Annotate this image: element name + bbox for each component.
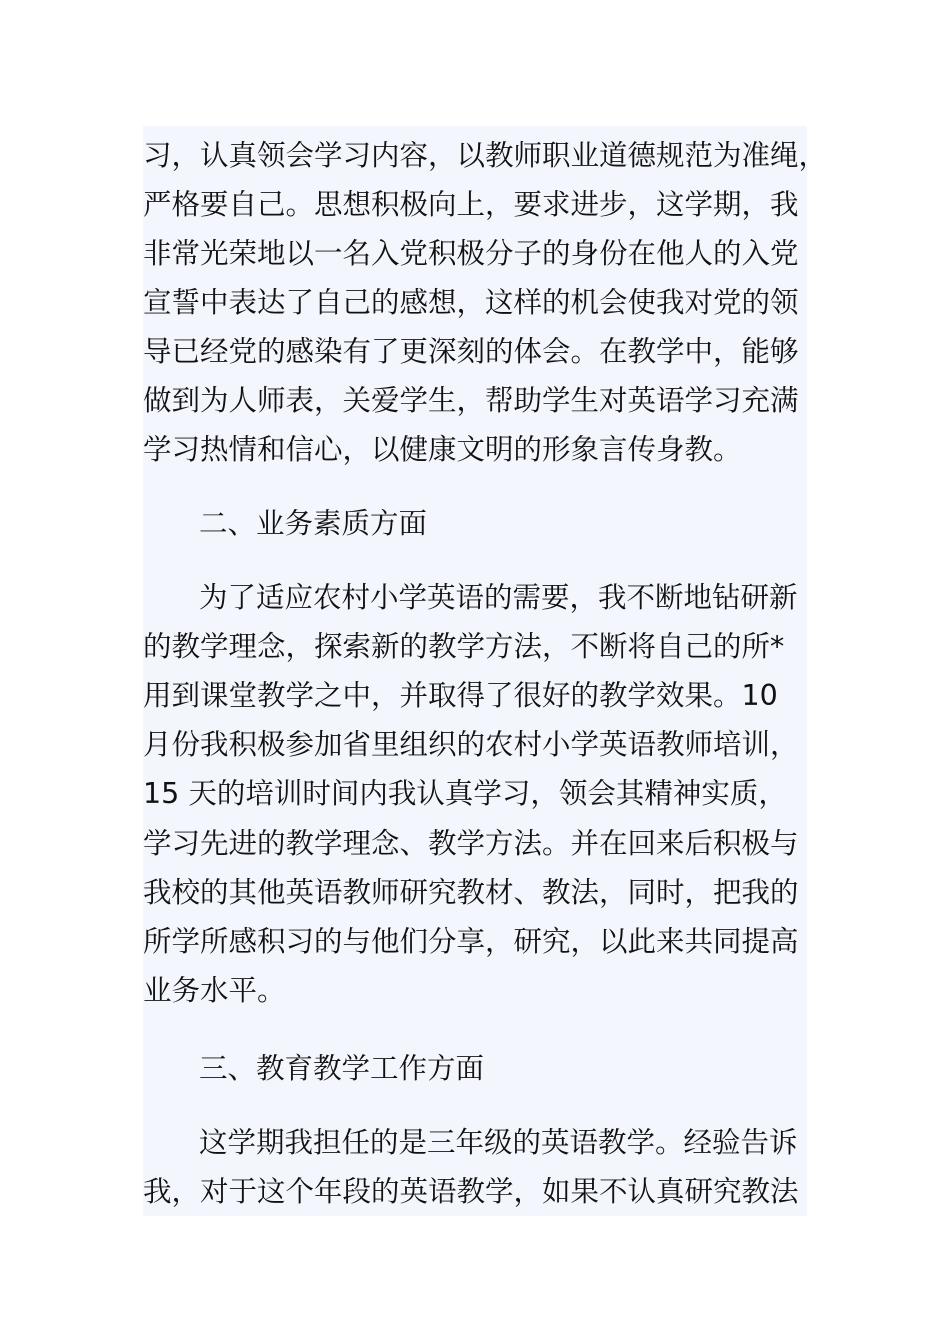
paragraph-line: 15 天的培训时间内我认真学习，领会其精神实质， [143, 777, 787, 810]
paragraph-line: 为了适应农村小学英语的需要，我不断地钻研新 [199, 581, 798, 614]
paragraph-line: 我，对于这个年段的英语教学，如果不认真研究教法 [143, 1175, 799, 1208]
paragraph-line: 学习先进的教学理念、教学方法。并在回来后积极与 [143, 827, 799, 860]
paragraph-line: 月份我积极参加省里组织的农村小学英语教师培训， [143, 728, 799, 761]
section-heading: 三、教育教学工作方面 [199, 1052, 485, 1085]
document-body [143, 126, 828, 1216]
section-heading: 二、业务素质方面 [199, 507, 428, 540]
paragraph-line: 用到课堂教学之中，并取得了很好的教学效果。10 [143, 679, 778, 712]
paragraph-line: 宣誓中表达了自己的感想，这样的机会使我对党的领 [143, 286, 799, 319]
paragraph-line: 习，认真领会学习内容，以教师职业道德规范为准绳， [143, 139, 828, 172]
paragraph-line: 所学所感积习的与他们分享，研究，以此来共同提高 [143, 925, 799, 958]
paragraph-line: 非常光荣地以一名入党积极分子的身份在他人的入党 [143, 237, 799, 270]
paragraph-line: 的教学理念，探索新的教学方法，不断将自己的所* [143, 630, 785, 663]
paragraph-line: 学习热情和信心，以健康文明的形象言传身教。 [143, 433, 742, 466]
paragraph-line: 导已经党的感染有了更深刻的体会。在教学中，能够 [143, 335, 799, 368]
paragraph-line: 做到为人师表，关爱学生，帮助学生对英语学习充满 [143, 384, 799, 417]
paragraph-line: 这学期我担任的是三年级的英语教学。经验告诉 [199, 1126, 798, 1159]
paragraph-line: 业务水平。 [143, 974, 286, 1007]
paragraph-line: 我校的其他英语教师研究教材、教法，同时，把我的 [143, 876, 799, 909]
paragraph-line: 严格要自己。思想积极向上，要求进步，这学期，我 [143, 188, 799, 221]
